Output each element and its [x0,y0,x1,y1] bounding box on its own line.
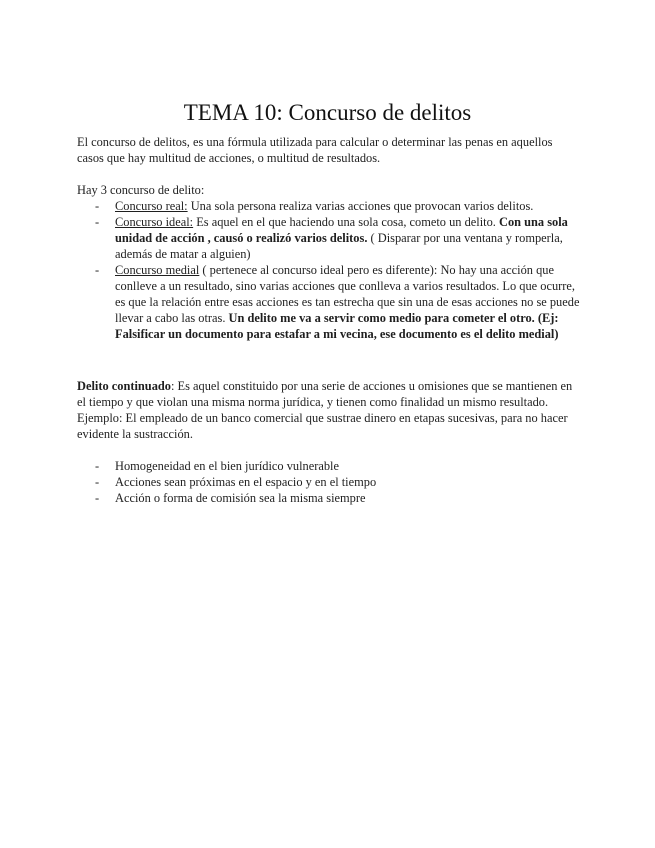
definition-text: : Es aquel constituido por una serie de acciones u omisiones que se mantienen en el tiempo y que violan una misma norma jurídica, y tienen como finalidad un mismo resultado. Ejemplo: El empleado de un banco comercial que sustrae dinero en etapas sucesivas, para no hacer evidente la sustracción. [77,379,573,441]
list-item [77,490,582,506]
term-delito-continuado: Delito continuado [77,379,171,393]
delito-continuado-paragraph [77,378,582,442]
bold-emphasis: Un delito me va a servir como medio para cometer el otro. (Ej: Falsificar un documento para estafar a mi vecina, ese documento es el delito medial) [115,311,559,341]
concurso-types-list [77,198,582,342]
requirement-text: Homogeneidad en el bien jurídico vulnerable [115,459,339,473]
term-concurso-ideal: Concurso ideal: [115,215,194,229]
bullet-dash: - [95,475,100,489]
term-concurso-medial: Concurso medial [115,263,200,277]
page-title: TEMA 10: Concurso de delitos [183,100,472,125]
bullet-dash: - [95,491,100,505]
definition-text: Una sola persona realiza varias acciones que provocan varios delitos. [187,199,534,213]
definition-text: Es aquel en el que haciendo una sola cosa, cometo un delito. [193,215,500,229]
term-concurso-real: Concurso real: [115,199,188,213]
example-text: ( Disparar por una ventana y romperla, además de matar a alguien) [115,231,563,261]
intro-paragraph: El concurso de delitos, es una fórmula utilizada para calcular o determinar las penas en aquellos casos que hay multitud de acciones, o multitud de resultados. [77,135,553,165]
bullet-dash: - [95,459,100,473]
list-item [77,474,582,490]
list-item-concurso-ideal [77,214,582,262]
definition-text: ( pertenece al concurso ideal pero es diferente): No hay una acción que conlleve a un resultado, sino varias acciones que conlleva a varios resultados. Lo que ocurre, es que la relación entre esas acciones es tan estrecha que sin una de esas acciones no se puede llevar a cabo las otras. [115,263,580,325]
bullet-dash: - [95,215,100,229]
requirement-text: Acción o forma de comisión sea la misma siempre [115,491,366,505]
types-intro: Hay 3 concurso de delito: [77,183,205,197]
list-item [77,458,582,474]
requirement-text: Acciones sean próximas en el espacio y en el tiempo [115,475,377,489]
requirements-list [77,458,582,506]
bold-emphasis: Con una sola unidad de acción , causó o realizó varios delitos. [115,215,568,245]
list-item-concurso-medial [77,262,582,342]
bullet-dash: - [95,263,100,277]
bullet-dash: - [95,199,100,213]
list-item-concurso-real [77,198,582,214]
